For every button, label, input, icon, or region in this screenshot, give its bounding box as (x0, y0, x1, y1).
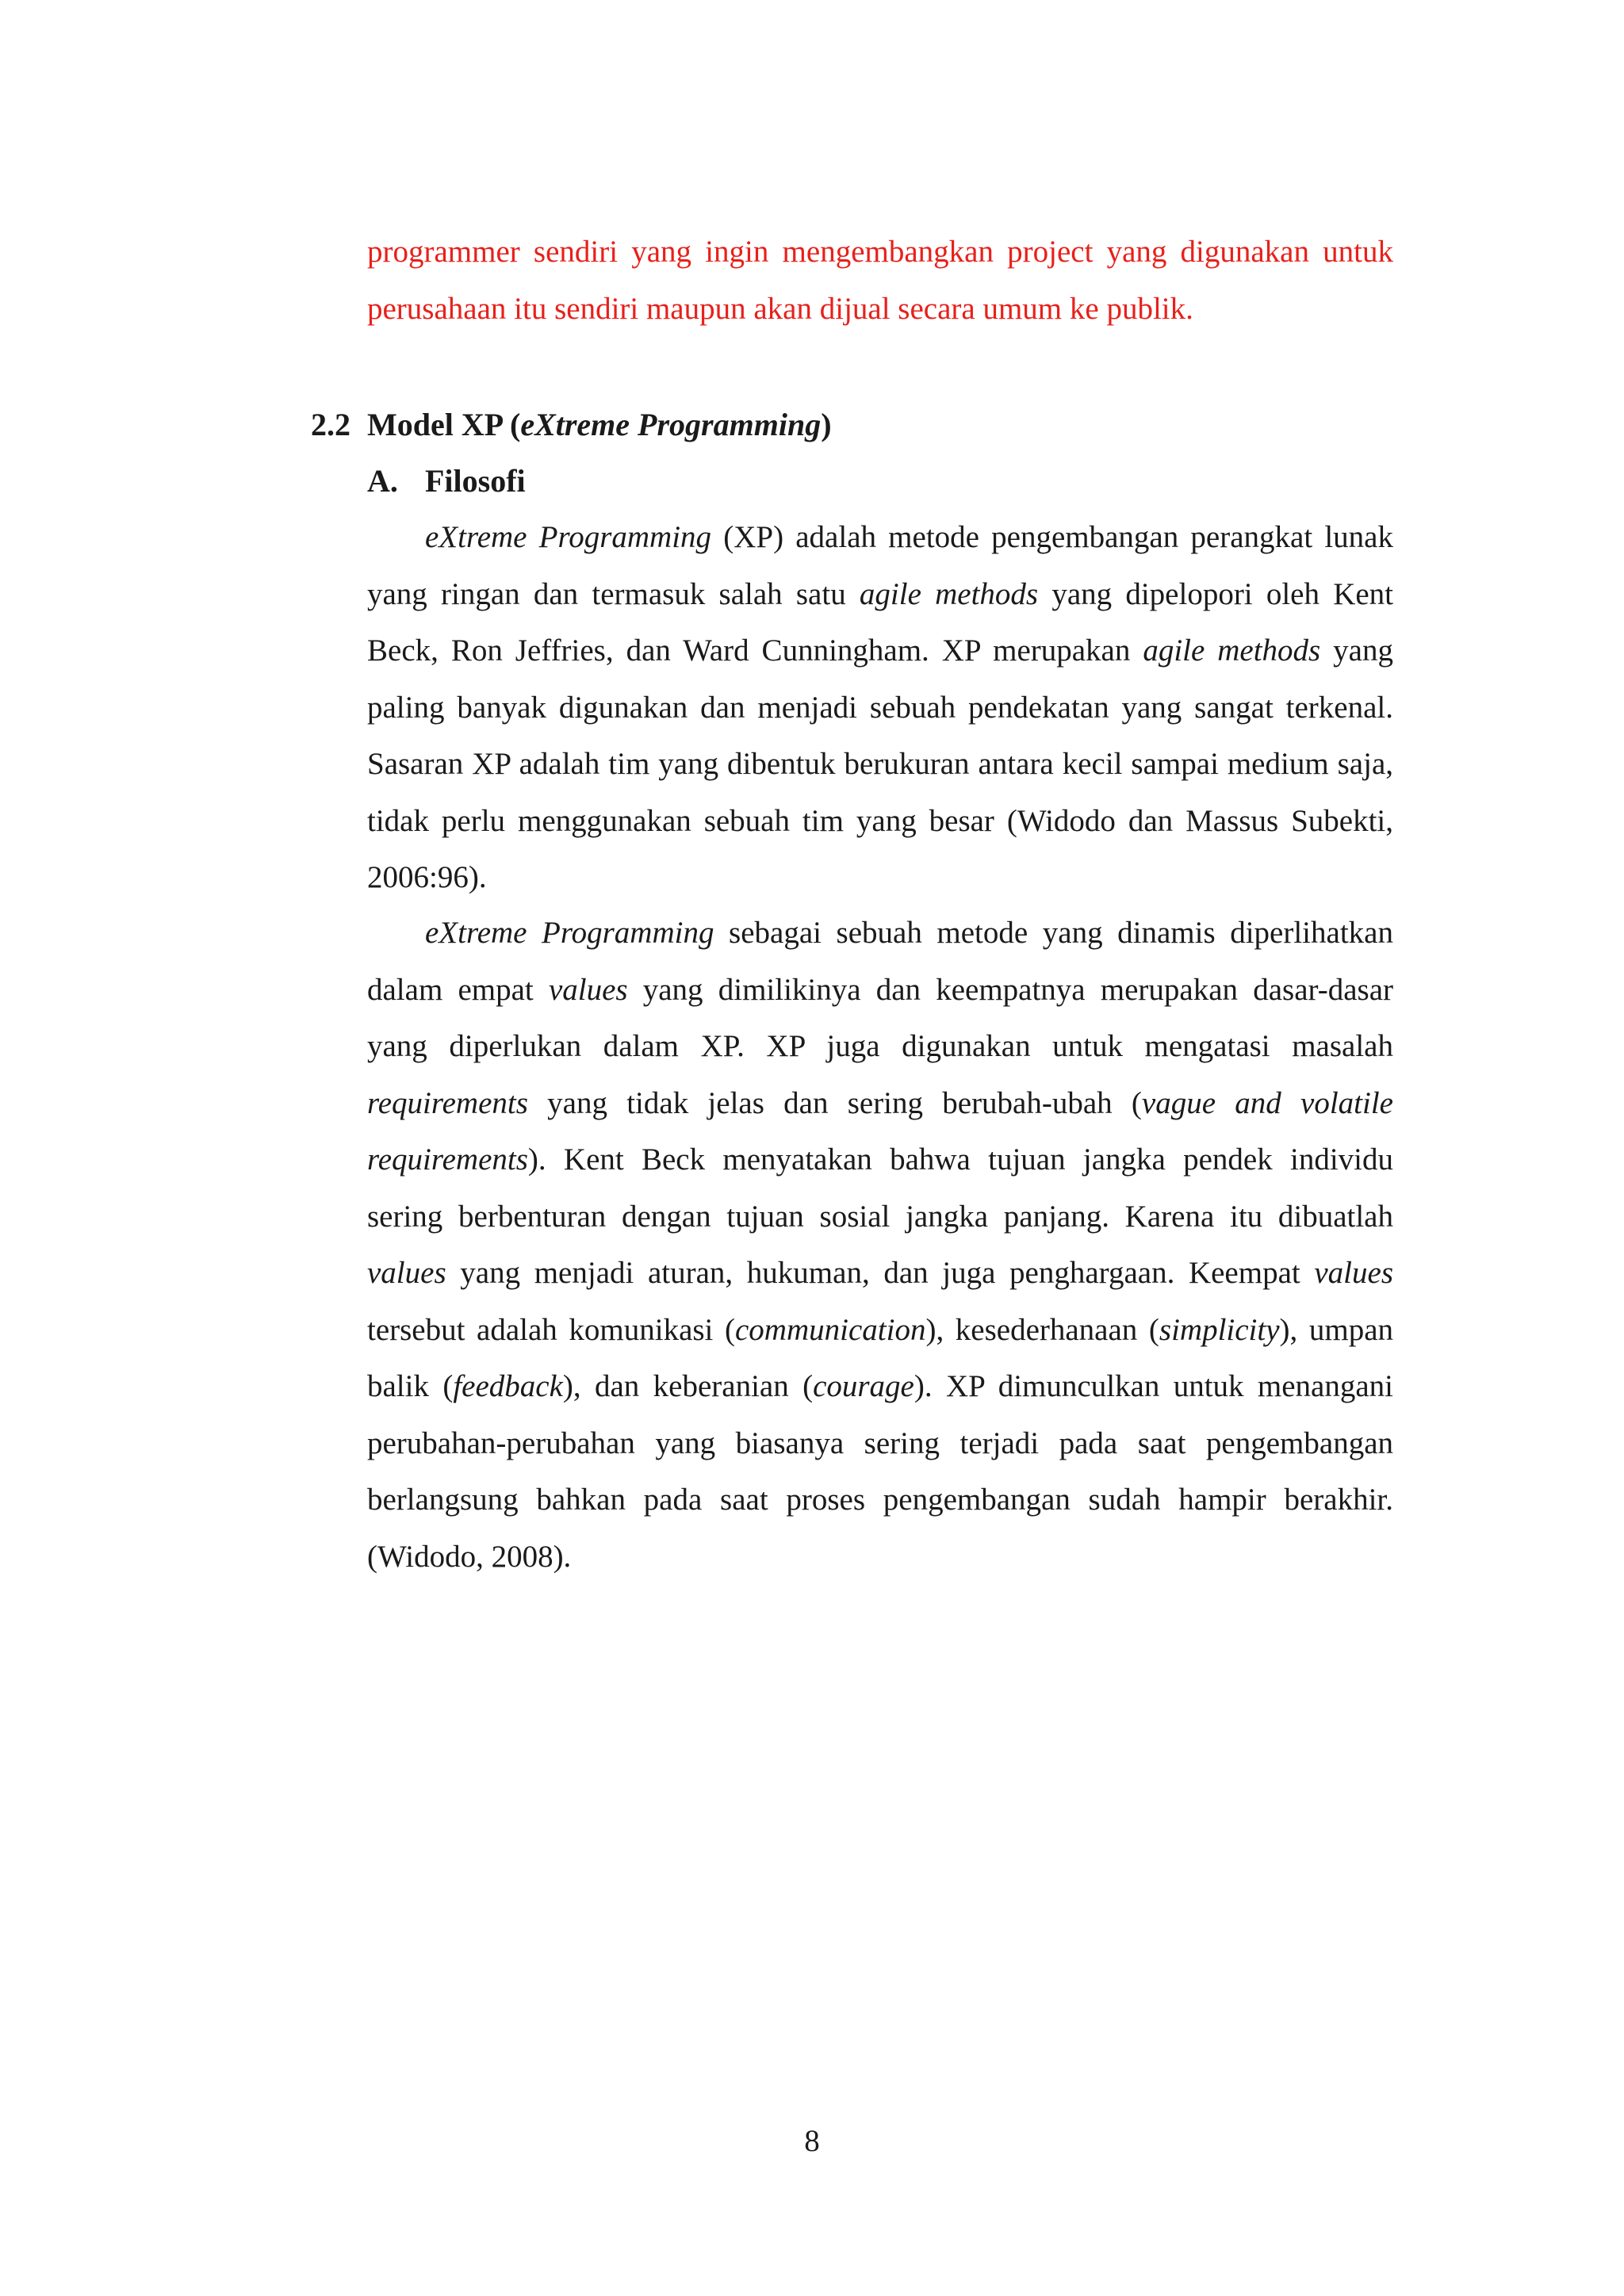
p2-span: simplicity (1159, 1312, 1280, 1347)
section-title-italic: eXtreme Programming (520, 407, 822, 442)
page-number: 8 (804, 2124, 820, 2158)
subsection-title: Filosofi (425, 463, 526, 499)
subsection-letter: A. (367, 463, 398, 499)
p1-span: agile methods (1143, 633, 1321, 668)
p1-span: agile methods (859, 576, 1039, 611)
p2-span: yang tidak jelas dan sering berubah-ubah ( (527, 1085, 1142, 1120)
p2-span: ). XP dimunculkan untuk menangani perubahan-perubahan yang biasanya sering terjadi pada saat pengembangan berlangsung bahkan pada saat proses pengembangan sudah hampir berakhir. (Widodo, 2008). (367, 1369, 1393, 1574)
p2-span: values (1314, 1256, 1393, 1290)
p1-span: yang dipelopori oleh Kent Beck, Ron Jeffries, dan Ward Cunningham. XP merupakan (367, 576, 1394, 668)
p2-span: values (367, 1256, 446, 1290)
p1-span: eXtreme Programming (425, 520, 712, 554)
paragraph-philosophy-1 (367, 509, 1393, 906)
intro-paragraph: programmer sendiri yang ingin mengembangkan project yang digunakan untuk perusahaan itu sendiri maupun akan dijual secara umum ke publik. (367, 235, 1393, 326)
p1-span: yang paling banyak digunakan dan menjadi sebuah pendekatan yang sangat terkenal. Sasaran XP adalah tim yang dibentuk berukuran antara kecil sampai medium saja, tidak perlu menggunakan sebuah tim yang besar (Widodo dan Massus Subekti, 2006:96). (367, 633, 1393, 894)
p2-span: ). Kent Beck menyatakan bahwa tujuan jangka pendek individu sering berbenturan dengan tujuan sosial jangka panjang. Karena itu dibuatlah (367, 1142, 1393, 1234)
p2-span: courage (813, 1369, 914, 1403)
p1-span: (XP) adalah metode pengembangan perangkat lunak yang ringan dan termasuk salah satu (367, 520, 1393, 611)
p2-span: tersebut adalah komunikasi ( (367, 1312, 735, 1347)
section-number: 2.2 (311, 407, 350, 442)
p2-span: eXtreme Programming (425, 916, 714, 950)
p2-span: feedback (453, 1369, 563, 1403)
p2-span: sebagai sebuah metode yang dinamis diperlihatkan dalam empat (367, 916, 1393, 1007)
p2-span: values (548, 972, 628, 1007)
p2-span: vague and volatile requirements (367, 1085, 1393, 1177)
section-title-suffix: ) (821, 407, 832, 442)
section-title-prefix: Model XP ( (367, 407, 521, 442)
p2-span: ), kesederhanaan ( (925, 1312, 1159, 1347)
p2-span: yang dimilikinya dan keempatnya merupakan dasar-dasar yang diperlukan dalam XP. XP juga digunakan untuk mengatasi masalah (367, 972, 1393, 1063)
p2-span: communication (734, 1312, 926, 1347)
p2-span: requirements (367, 1085, 528, 1120)
p2-span: ), umpan balik ( (367, 1312, 1394, 1403)
subsection-heading (367, 453, 526, 510)
p2-span: yang menjadi aturan, hukuman, dan juga penghargaan. Keempat (446, 1256, 1315, 1290)
p2-span: ), dan keberanian ( (562, 1369, 814, 1403)
section-heading (311, 396, 832, 453)
paragraph-philosophy-2 (367, 905, 1393, 1585)
